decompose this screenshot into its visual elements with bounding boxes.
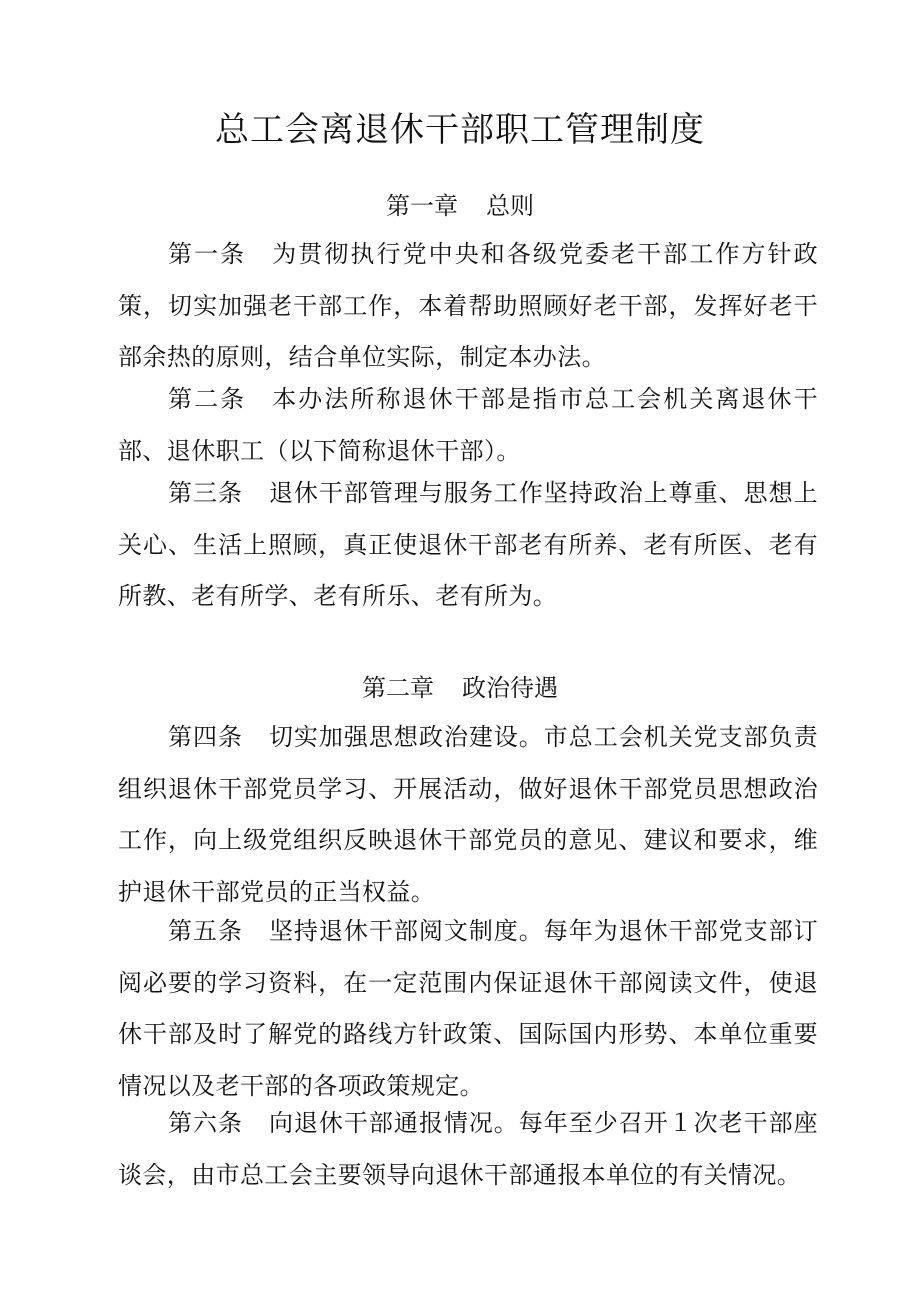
article-text: 本办法所称退休干部是指市总工会机关离退休干部、退休职工（以下简称退休干部）。 (118, 385, 819, 465)
article-text: 切实加强思想政治建设。市总工会机关党支部负责组织退休干部党员学习、开展活动，做好退休干部党员思想政治工作，向上级党组织反映退休干部党员的意见、建议和要求，维护退休干部党员的正当权益。 (118, 723, 818, 906)
article-number: 第一条 (168, 240, 247, 268)
chapter-label: 第二章 (362, 674, 434, 702)
article-number: 第五条 (168, 917, 243, 945)
article-text: 退休干部管理与服务工作坚持政治上尊重、思想上关心、生活上照顾，真正使退休干部老有所养、老有所医、老有所教、老有所学、老有所乐、老有所为。 (118, 479, 818, 610)
article-text: 坚持退休干部阅文制度。每年为退休干部党支部订阅必要的学习资料，在一定范围内保证退休干部阅读文件，使退休干部及时了解党的路线方针政策、国际国内形势、本单位重要情况以及老干部的各项政策规定。 (118, 917, 818, 1100)
chapter-name: 总则 (486, 192, 534, 220)
chapter-label: 第一章 (386, 192, 458, 220)
article-3 (118, 468, 818, 623)
article-6 (118, 1098, 818, 1201)
chapter-name: 政治待遇 (462, 674, 558, 702)
article-4 (118, 712, 818, 918)
article-number: 第二条 (168, 385, 247, 413)
article-text: 向退休干部通报情况。每年至少召开１次老干部座谈会，由市总工会主要领导向退休干部通报本单位的有关情况。 (118, 1109, 818, 1189)
article-2 (118, 374, 818, 477)
article-1 (118, 229, 818, 384)
article-number: 第六条 (168, 1109, 243, 1137)
article-text: 为贯彻执行党中央和各级党委老干部工作方针政策，切实加强老干部工作，本着帮助照顾好老干部，发挥好老干部余热的原则，结合单位实际，制定本办法。 (118, 240, 819, 371)
chapter-1-heading (0, 189, 920, 223)
chapter-2-heading (0, 671, 920, 705)
article-number: 第三条 (168, 479, 243, 507)
document-title: 总工会离退休干部职工管理制度 (215, 110, 705, 150)
article-number: 第四条 (168, 723, 243, 751)
article-5 (118, 906, 818, 1112)
